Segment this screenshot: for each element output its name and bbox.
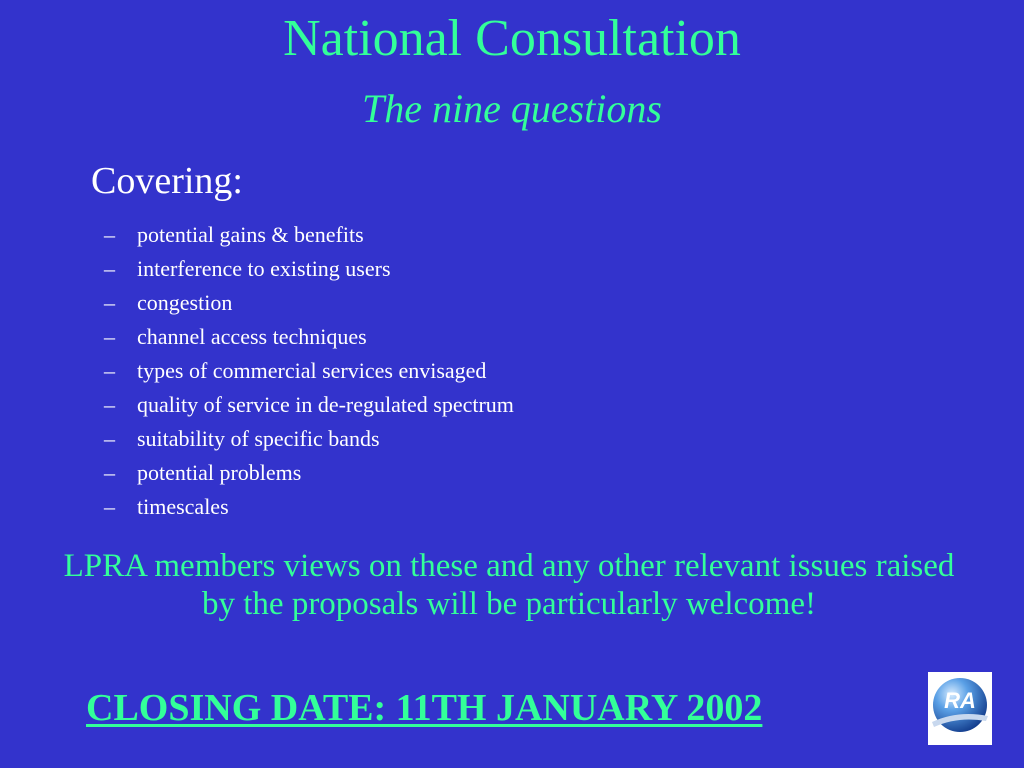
dash-bullet: – bbox=[104, 426, 115, 451]
list-item bbox=[104, 320, 514, 354]
list-item bbox=[104, 286, 514, 320]
dash-bullet: – bbox=[104, 222, 115, 247]
topic-text: channel access techniques bbox=[137, 324, 367, 349]
slide-subtitle: The nine questions bbox=[362, 86, 662, 131]
topic-text: suitability of specific bands bbox=[137, 426, 380, 451]
dash-bullet: – bbox=[104, 358, 115, 383]
list-item bbox=[104, 490, 514, 524]
dash-bullet: – bbox=[104, 460, 115, 485]
dash-bullet: – bbox=[104, 324, 115, 349]
topic-text: congestion bbox=[137, 290, 233, 315]
dash-bullet: – bbox=[104, 392, 115, 417]
ra-logo-icon bbox=[928, 672, 992, 745]
topic-text: potential problems bbox=[137, 460, 302, 485]
topic-text: quality of service in de-regulated spectrum bbox=[137, 392, 514, 417]
list-item bbox=[104, 252, 514, 286]
list-item bbox=[104, 388, 514, 422]
topic-list bbox=[104, 218, 514, 524]
dash-bullet: – bbox=[104, 494, 115, 519]
topic-text: potential gains & benefits bbox=[137, 222, 364, 247]
topic-text: interference to existing users bbox=[137, 256, 391, 281]
dash-bullet: – bbox=[104, 290, 115, 315]
logo-text: RA bbox=[944, 688, 976, 713]
dash-bullet: – bbox=[104, 256, 115, 281]
list-item bbox=[104, 456, 514, 490]
closing-date: CLOSING DATE: 11TH JANUARY 2002 bbox=[86, 687, 763, 729]
list-item bbox=[104, 218, 514, 252]
list-item bbox=[104, 422, 514, 456]
topic-text: types of commercial services envisaged bbox=[137, 358, 487, 383]
closing-paragraph: LPRA members views on these and any other relevant issues raised by the proposals will be particularly welcome! bbox=[63, 548, 955, 622]
slide-title: National Consultation bbox=[283, 10, 741, 67]
topic-text: timescales bbox=[137, 494, 229, 519]
covering-heading: Covering: bbox=[91, 160, 243, 202]
list-item bbox=[104, 354, 514, 388]
ra-logo bbox=[928, 672, 992, 745]
